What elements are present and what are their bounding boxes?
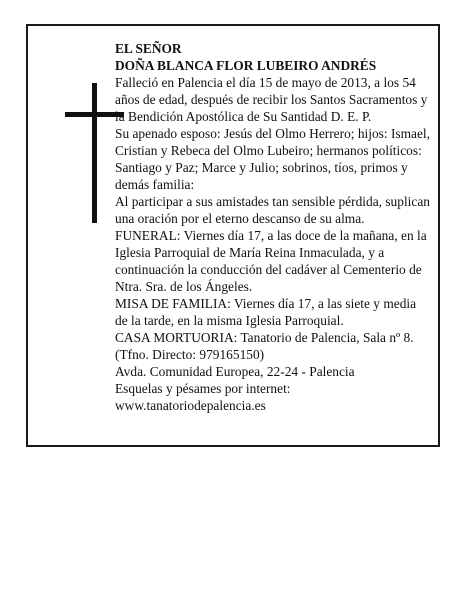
funeral-home-address: Avda. Comunidad Europea, 22-24 - Palencia xyxy=(115,364,355,379)
website-link[interactable]: www.tanatoriodepalencia.es xyxy=(115,398,266,413)
heading-title: EL SEÑOR xyxy=(115,41,182,56)
funeral-info: FUNERAL: Viernes día 17, a las doce de la mañana, en la Iglesia Parroquial de María Reina Inmaculada, y a continuación la conducción del cadáver al Cementerio de Ntra. Sra. de los Ángeles. xyxy=(115,228,427,294)
family-mass-info: MISA DE FAMILIA: Viernes día 17, a las siete y media de la tarde, en la misma Iglesia Parroquial. xyxy=(115,296,417,328)
funeral-home-info: CASA MORTUORIA: Tanatorio de Palencia, Sala nº 8. (Tfno. Directo: 979165150) xyxy=(115,330,414,362)
family-list: Su apenado esposo: Jesús del Olmo Herrero; hijos: Ismael, Cristian y Rebeca del Olmo Lubeiro; hermanos políticos: Santiago y Paz; Marce y Julio; sobrinos, tíos, primos y demás familia: xyxy=(115,126,430,192)
prayer-request: Al participar a sus amistades tan sensible pérdida, suplican una oración por el eterno descanso de su alma. xyxy=(115,194,430,226)
cross-icon-vertical-bar xyxy=(92,83,97,223)
online-condolences-label: Esquelas y pésames por internet: xyxy=(115,381,291,396)
obituary-text xyxy=(115,40,430,414)
deceased-name: DOÑA BLANCA FLOR LUBEIRO ANDRÉS xyxy=(115,58,377,73)
death-announcement: Falleció en Palencia el día 15 de mayo de 2013, a los 54 años de edad, después de recibir los Santos Sacramentos y la Bendición Apostólica de Su Santidad D. E. P. xyxy=(115,75,428,124)
